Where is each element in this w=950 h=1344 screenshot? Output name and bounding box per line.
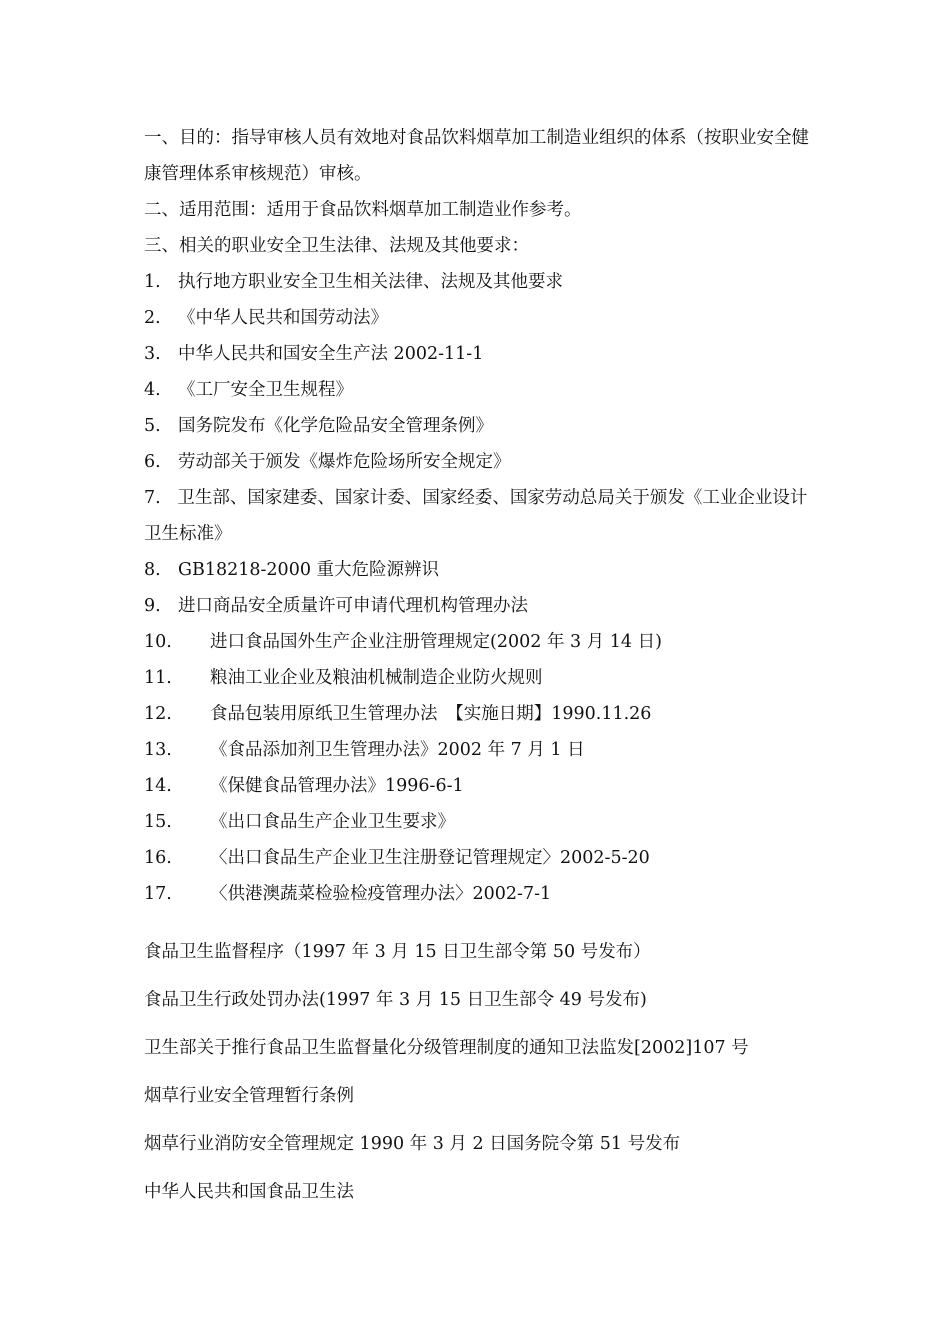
item-text: 《工厂安全卫生规程》 [178, 380, 353, 400]
item-text: 进口商品安全质量许可申请代理机构管理办法 [178, 596, 528, 616]
purpose-paragraph: 一、目的：指导审核人员有效地对食品饮料烟草加工制造业组织的体系（按职业安全健康管理体系审核规范）审核。 [144, 128, 809, 184]
item-number: 9. [144, 596, 161, 616]
item-text: 食品包装用原纸卫生管理办法 【实施日期】1990.11.26 [210, 704, 652, 724]
scope-paragraph: 二、适用范围：适用于食品饮料烟草加工制造业作参考。 [144, 200, 582, 220]
list-item [144, 696, 824, 732]
section-gap [144, 912, 824, 934]
item-number: 4. [144, 380, 161, 400]
item-text: 执行地方职业安全卫生相关法律、法规及其他要求 [178, 272, 563, 292]
item-number: 6. [144, 452, 161, 472]
list-item [144, 444, 824, 480]
item-number: 1. [144, 272, 161, 292]
item-text: 劳动部关于颁发《爆炸危险场所安全规定》 [178, 452, 511, 472]
document-content [144, 120, 824, 1222]
item-number: 17. [144, 884, 172, 904]
item-text: 《食品添加剂卫生管理办法》2002 年 7 月 1 日 [210, 740, 585, 760]
item-number: 8. [144, 560, 161, 580]
item-number: 5. [144, 416, 161, 436]
item-number: 10. [144, 632, 172, 652]
list-item [144, 552, 824, 588]
extra-regulation: 烟草行业消防安全管理规定 1990 年 3 月 2 日国务院令第 51 号发布 [144, 1134, 681, 1154]
item-number: 13. [144, 740, 172, 760]
item-text: 国务院发布《化学危险品安全管理条例》 [178, 416, 493, 436]
extra-regulation: 卫生部关于推行食品卫生监督量化分级管理制度的通知卫法监发[2002]107 号 [144, 1038, 749, 1058]
item-number: 11. [144, 668, 172, 688]
list-item [144, 336, 824, 372]
item-text: GB18218-2000 重大危险源辨识 [178, 560, 440, 580]
list-item [144, 840, 824, 876]
item-number: 14. [144, 776, 172, 796]
list-item [144, 408, 824, 444]
item-text: 《出口食品生产企业卫生要求》 [210, 812, 455, 832]
list-item [144, 768, 824, 804]
item-text: 进口食品国外生产企业注册管理规定(2002 年 3 月 14 日) [210, 632, 662, 652]
item-number: 15. [144, 812, 172, 832]
list-item [144, 264, 824, 300]
list-item [144, 300, 824, 336]
list-item [144, 732, 824, 768]
item-number: 12. [144, 704, 172, 724]
item-text: 〈供港澳蔬菜检验检疫管理办法〉2002-7-1 [210, 884, 552, 904]
extra-regulation: 中华人民共和国食品卫生法 [144, 1182, 354, 1202]
list-item [144, 372, 824, 408]
extra-regulation: 烟草行业安全管理暂行条例 [144, 1086, 354, 1106]
item-number: 2. [144, 308, 161, 328]
list-item [144, 624, 824, 660]
item-number: 3. [144, 344, 161, 364]
extra-regulation: 食品卫生监督程序（1997 年 3 月 15 日卫生部令第 50 号发布） [144, 942, 651, 962]
item-text: 中华人民共和国安全生产法 2002-11-1 [178, 344, 484, 364]
item-text: 〈出口食品生产企业卫生注册登记管理规定〉2002-5-20 [210, 848, 650, 868]
list-item [144, 588, 824, 624]
item-text: 《保健食品管理办法》1996-6-1 [210, 776, 464, 796]
list-item [144, 660, 824, 696]
list-item [144, 876, 824, 912]
list-item [144, 804, 824, 840]
item-number: 16. [144, 848, 172, 868]
item-number: 7. [144, 488, 161, 508]
item-text: 《中华人民共和国劳动法》 [178, 308, 388, 328]
extra-regulation: 食品卫生行政处罚办法(1997 年 3 月 15 日卫生部令 49 号发布) [144, 990, 647, 1010]
item-text: 卫生部、国家建委、国家计委、国家经委、国家劳动总局关于颁发《工业企业设计卫生标准》 [144, 488, 808, 544]
regulation-list [144, 264, 824, 912]
list-item-wrapped [144, 480, 824, 552]
item-text: 粮油工业企业及粮油机械制造企业防火规则 [210, 668, 543, 688]
additional-regulations [144, 934, 824, 1210]
requirements-heading: 三、相关的职业安全卫生法律、法规及其他要求： [144, 236, 529, 256]
